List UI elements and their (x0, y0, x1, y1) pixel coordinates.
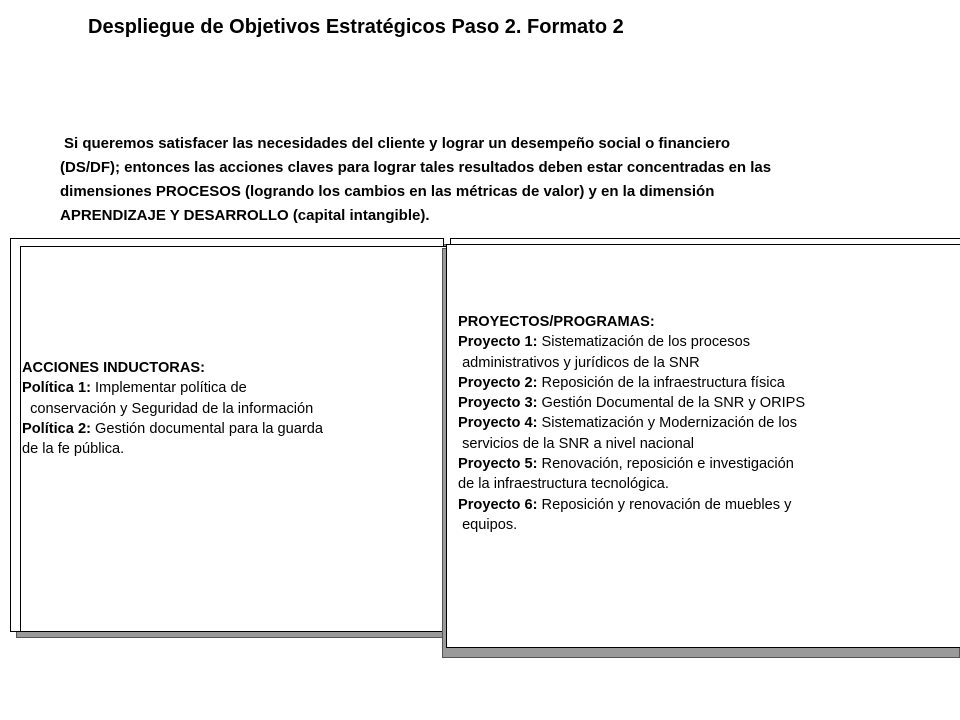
proyectos-item: Proyecto 3: Gestión Documental de la SNR y ORIPS (458, 395, 806, 412)
intro-paragraph (60, 132, 960, 228)
intro-line: Si queremos satisfacer las necesidades del cliente y lograr un desempeño social o financiero (64, 135, 731, 152)
proyectos-box (442, 238, 960, 658)
proyectos-heading: PROYECTOS/PROGRAMAS: (458, 314, 655, 330)
acciones-content (22, 358, 323, 459)
acciones-heading: ACCIONES INDUCTORAS: (22, 360, 205, 376)
proyectos-item-cont: de la infraestructura tecnológica. (458, 476, 669, 493)
acciones-item: Política 1: Implementar política de (22, 380, 247, 397)
acciones-item: Política 2: Gestión documental para la guarda (22, 420, 323, 437)
intro-line: (DS/DF); entonces las acciones claves para lograr tales resultados deben estar concentradas en las (60, 159, 772, 176)
intro-line: dimensiones PROCESOS (logrando los cambios en las métricas de valor) y en la dimensión (60, 183, 715, 200)
proyectos-item: Proyecto 5: Renovación, reposición e investigación (458, 456, 794, 473)
proyectos-item: Proyecto 1: Sistematización de los procesos (458, 334, 751, 351)
proyectos-item-cont: equipos. (462, 516, 518, 533)
proyectos-item: Proyecto 4: Sistematización y Modernización de los (458, 415, 798, 432)
proyectos-item: Proyecto 2: Reposición de la infraestructura física (458, 374, 785, 391)
page-title: Despliegue de Objetivos Estratégicos Paso 2. Formato 2 (88, 16, 624, 38)
proyectos-item: Proyecto 6: Reposición y renovación de muebles y (458, 496, 792, 513)
acciones-item-cont: conservación y Seguridad de la información (30, 400, 314, 417)
proyectos-item-cont: administrativos y jurídicos de la SNR (462, 354, 700, 371)
proyectos-item-cont: servicios de la SNR a nivel nacional (462, 435, 695, 452)
acciones-box (10, 238, 450, 638)
proyectos-content (458, 312, 805, 535)
intro-line: APRENDIZAJE Y DESARROLLO (capital intangible). (60, 207, 430, 224)
acciones-item-cont: de la fe pública. (22, 441, 125, 458)
